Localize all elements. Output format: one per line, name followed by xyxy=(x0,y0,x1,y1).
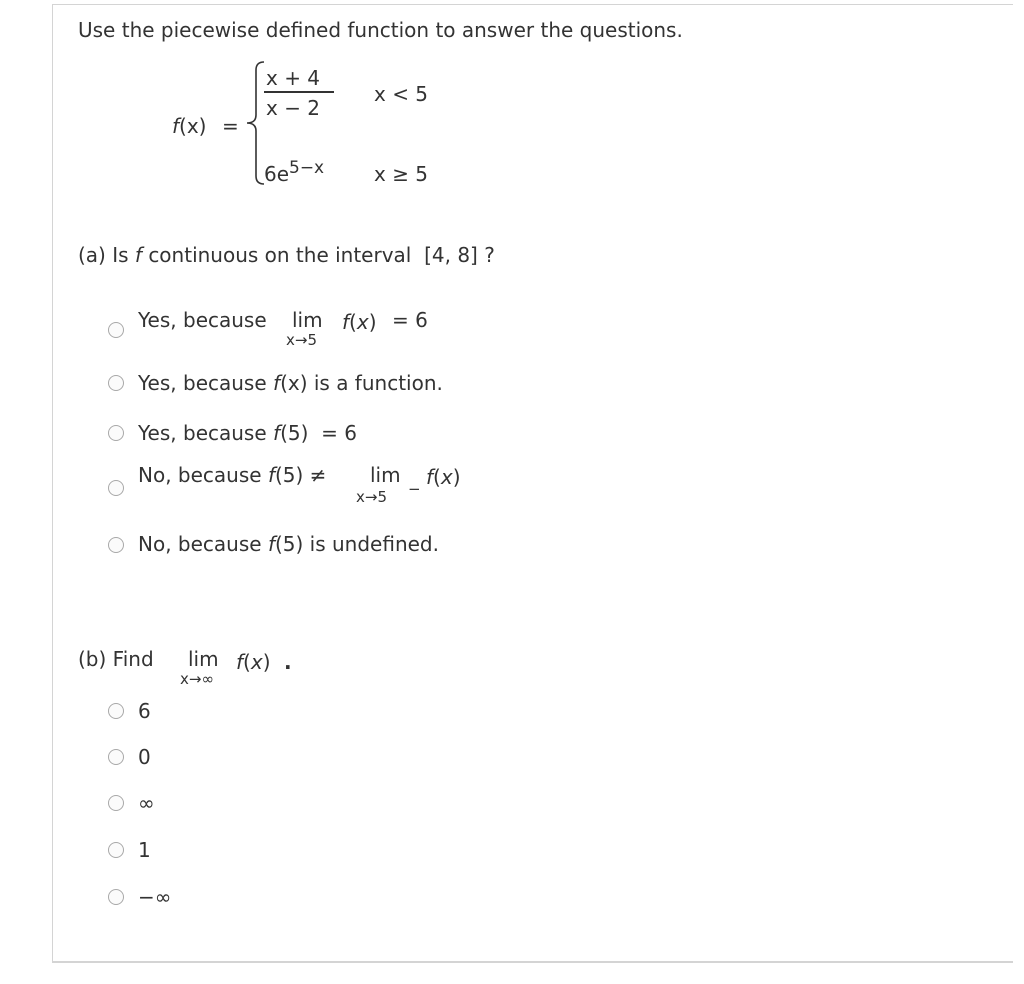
piece2-exponent: 5−x xyxy=(289,158,325,178)
lim-superscript: − xyxy=(408,480,421,498)
radio-button[interactable] xyxy=(108,889,124,905)
lim-label: lim xyxy=(370,463,401,487)
radio-button[interactable] xyxy=(108,749,124,765)
lim-label: lim xyxy=(292,308,323,332)
piece1-numerator: x + 4 xyxy=(266,66,321,90)
part-a-question: (a) Is f continuous on the interval [4, 8] ? xyxy=(78,243,495,267)
radio-button[interactable] xyxy=(108,842,124,858)
radio-button[interactable] xyxy=(108,795,124,811)
intro-text: Use the piecewise defined function to answer the questions. xyxy=(78,18,683,42)
piece1-condition: x < 5 xyxy=(374,82,429,106)
left-brace-icon xyxy=(244,60,266,186)
radio-button[interactable] xyxy=(108,322,124,338)
radio-button[interactable] xyxy=(108,537,124,553)
radio-button[interactable] xyxy=(108,703,124,719)
piece2-condition: x ≥ 5 xyxy=(374,162,429,186)
question-expr: f(x) xyxy=(236,650,271,674)
lim-subscript: x→∞ xyxy=(180,670,214,688)
lim-subscript: x→5 xyxy=(356,488,387,506)
option-expr: f(x) xyxy=(342,310,377,334)
radio-button[interactable] xyxy=(108,480,124,496)
radio-button[interactable] xyxy=(108,375,124,391)
piece2-base: 6e xyxy=(264,162,290,186)
radio-button[interactable] xyxy=(108,425,124,441)
lim-subscript: x→5 xyxy=(286,331,317,349)
lim-label: lim xyxy=(188,647,219,671)
function-lhs: f(x) xyxy=(172,114,207,138)
piece1-denominator: x − 2 xyxy=(266,96,321,120)
fraction-bar xyxy=(264,91,334,93)
option-expr: f(x) xyxy=(426,465,461,489)
equals-sign: = xyxy=(222,114,239,138)
